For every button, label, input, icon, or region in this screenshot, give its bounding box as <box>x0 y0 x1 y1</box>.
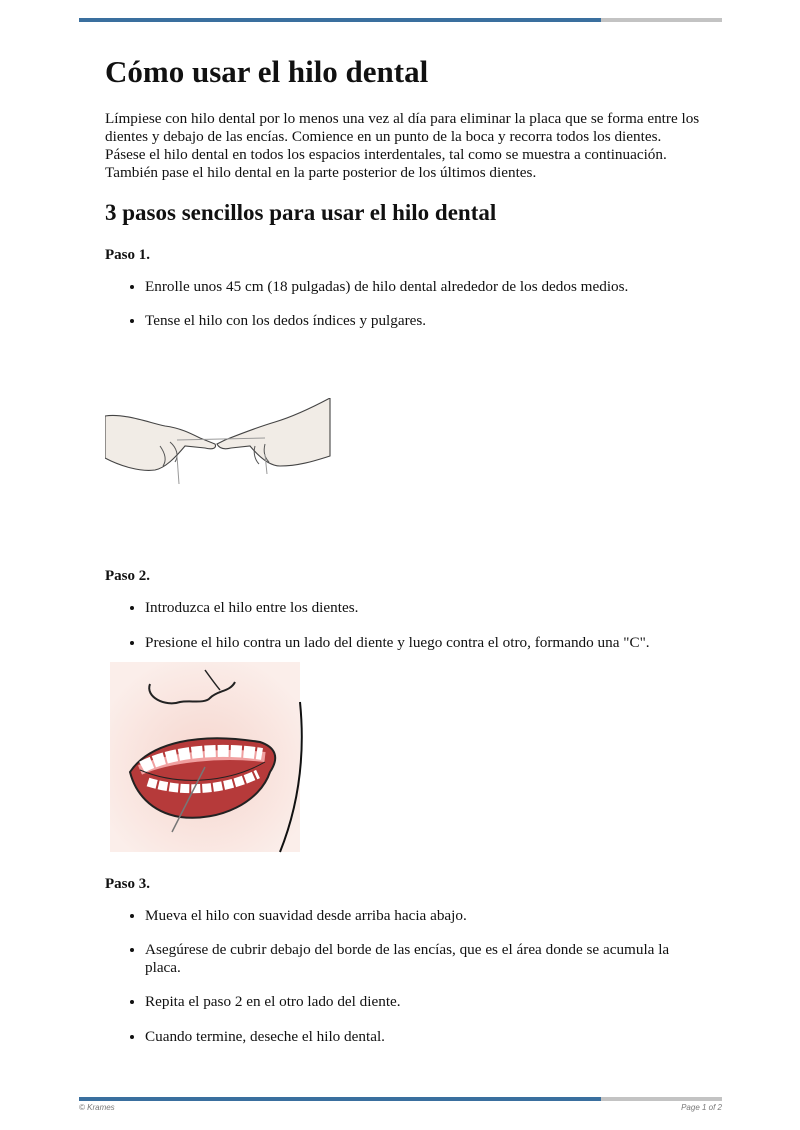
top-progress-rule <box>79 18 722 22</box>
bottom-progress-rule-fill <box>79 1097 601 1101</box>
intro-paragraph: Límpiese con hilo dental por lo menos una vez al día para eliminar la placa que se forma entre los dientes y debajo de las encías. Comience en un punto de la boca y recorra todos los dientes. Pásese el hilo dental en todos los espacios interdentales, tal como se muestra a continuación. También pase el hilo dental en la parte posterior de los últimos dientes. <box>105 109 700 182</box>
mouth-flossing-illustration <box>105 662 705 876</box>
document-body <box>105 54 705 1062</box>
list-item: • Presione el hilo contra un lado del diente y luego contra el otro, formando una "C". <box>145 634 705 652</box>
section-heading: 3 pasos sencillos para usar el hilo dental <box>105 200 497 226</box>
top-progress-rule-fill <box>79 18 601 22</box>
step-1-list <box>105 278 705 330</box>
step-3-list <box>105 907 705 1046</box>
list-item: • Mueva el hilo con suavidad desde arriba hacia abajo. <box>145 907 705 925</box>
hands-holding-floss-illustration <box>105 346 705 568</box>
step-3-title: Paso 3. <box>105 875 150 892</box>
step-2-title: Paso 2. <box>105 568 150 585</box>
list-item: • Tense el hilo con los dedos índices y pulgares. <box>145 312 705 330</box>
hands-icon <box>105 398 335 498</box>
step-1-title: Paso 1. <box>105 246 150 263</box>
list-item: • Enrolle unos 45 cm (18 pulgadas) de hilo dental alrededor de los dedos medios. <box>145 278 705 296</box>
page-title: Cómo usar el hilo dental <box>105 54 429 89</box>
list-item: • Introduzca el hilo entre los dientes. <box>145 599 705 617</box>
step-2-list <box>105 599 705 651</box>
list-item: • Cuando termine, deseche el hilo dental. <box>145 1028 705 1046</box>
list-item: • Repita el paso 2 en el otro lado del diente. <box>145 993 705 1011</box>
footer-copyright: © Krames <box>79 1103 115 1112</box>
list-item: • Asegúrese de cubrir debajo del borde de las encías, que es el área donde se acumula la placa. <box>145 941 705 977</box>
bottom-progress-rule <box>79 1097 722 1101</box>
mouth-icon <box>110 662 320 862</box>
footer-page-number: Page 1 of 2 <box>681 1103 722 1112</box>
